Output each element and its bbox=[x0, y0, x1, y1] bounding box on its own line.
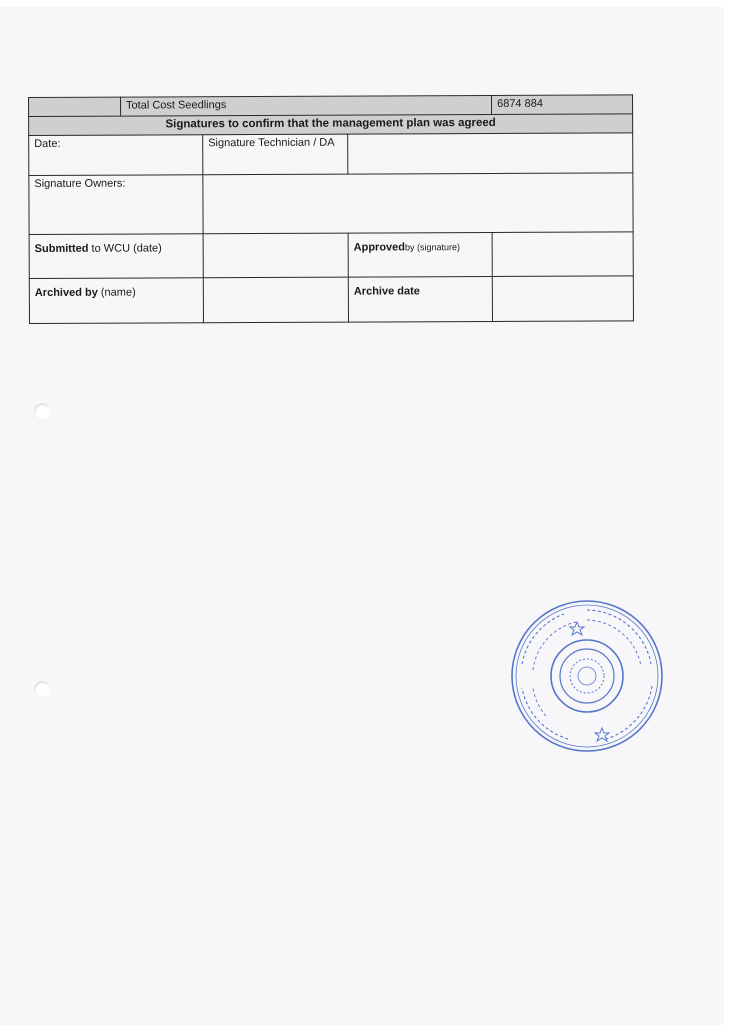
scan-edge-top bbox=[0, 0, 744, 7]
archive-date-field[interactable] bbox=[492, 276, 633, 322]
owners-signature-field[interactable] bbox=[203, 173, 633, 234]
total-cost-blank-cell bbox=[29, 97, 121, 116]
scan-edge-right bbox=[724, 0, 744, 1025]
submitted-row bbox=[29, 232, 633, 279]
archived-row bbox=[29, 276, 633, 324]
submitted-label bbox=[29, 234, 203, 279]
approved-label-bold: Approved bbox=[353, 241, 406, 254]
stamp-inner-ring bbox=[560, 649, 614, 703]
owners-row bbox=[29, 173, 633, 235]
total-cost-row bbox=[29, 95, 633, 117]
date-label: Date: bbox=[29, 135, 203, 176]
date-row bbox=[29, 133, 633, 176]
stamp-emblem-core bbox=[578, 667, 596, 685]
archived-name-field[interactable] bbox=[203, 277, 348, 323]
total-cost-value: 6874 884 bbox=[492, 95, 633, 115]
management-plan-form-table bbox=[28, 94, 634, 324]
approved-signature-field[interactable] bbox=[492, 232, 633, 277]
approved-label-rest: by (signature) bbox=[404, 242, 461, 253]
archived-label bbox=[29, 278, 203, 324]
technician-signature-label: Signature Technician / DA bbox=[203, 134, 348, 175]
technician-signature-field[interactable] bbox=[348, 133, 633, 174]
approved-label bbox=[348, 232, 492, 277]
total-cost-label: Total Cost Seedlings bbox=[121, 95, 492, 116]
owners-signature-label: Signature Owners: bbox=[29, 175, 203, 235]
signatures-title: Signatures to confirm that the management plan was agreed bbox=[29, 114, 633, 136]
official-stamp bbox=[506, 596, 668, 756]
submitted-label-bold: Submitted bbox=[34, 242, 89, 255]
archived-label-bold: Archived by bbox=[34, 286, 98, 299]
stamp-outer-ring-inner bbox=[516, 605, 658, 747]
submitted-date-field[interactable] bbox=[203, 233, 348, 278]
stamp-emblem bbox=[570, 659, 604, 693]
stamp-script-text bbox=[522, 610, 652, 739]
stamp-outer-ring bbox=[512, 601, 662, 751]
stamp-middle-ring bbox=[551, 640, 623, 712]
archive-date-label: Archive date bbox=[348, 276, 492, 322]
punch-hole-upper bbox=[34, 403, 50, 419]
archived-label-rest: (name) bbox=[97, 286, 136, 299]
signatures-title-row bbox=[29, 114, 633, 136]
punch-hole-lower bbox=[34, 681, 50, 697]
submitted-label-rest: to WCU (date) bbox=[88, 242, 162, 255]
